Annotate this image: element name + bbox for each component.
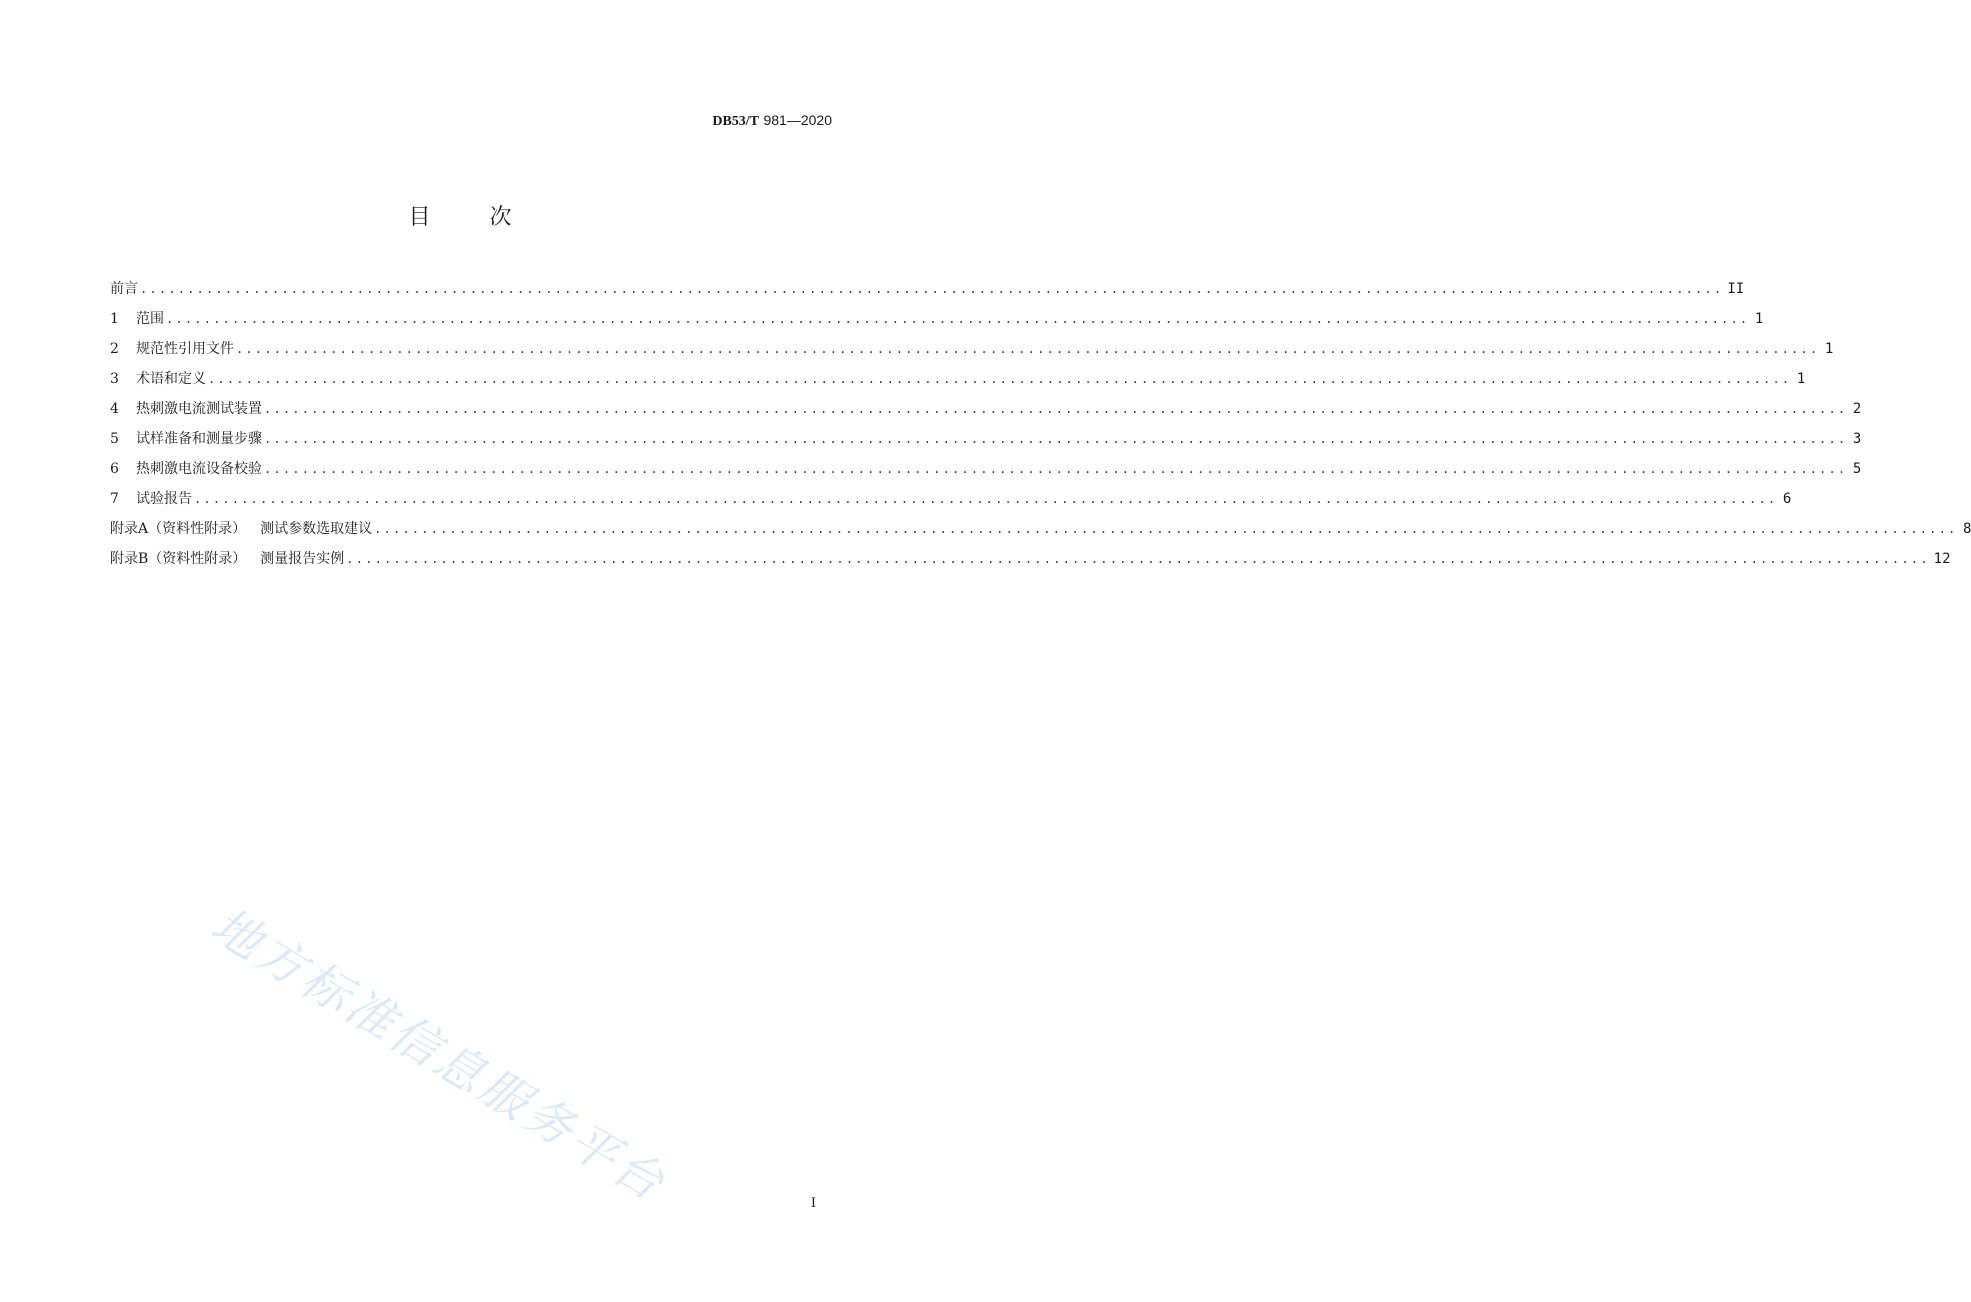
toc-entry-page: II (1727, 281, 1745, 297)
page-title: 目 次 (408, 205, 538, 230)
toc-entry-number: 2 (110, 341, 119, 357)
toc-entry-page: 1 (1754, 311, 1764, 327)
toc-entry-page: 1 (1796, 371, 1806, 387)
toc-leader-dots: ........................................................................................................................................................................ (346, 552, 1930, 566)
toc-entry-1[interactable] (110, 307, 1764, 337)
toc-leader-dots: ........................................................................................................................................................................ (264, 462, 1848, 476)
toc-entry-3[interactable] (110, 367, 1806, 397)
toc-leader-dots: ........................................................................................................................................................................ (166, 312, 1750, 326)
toc-entry-number: 3 (110, 371, 119, 387)
appendix-subtitle: 测试参数选取建议 (260, 521, 373, 537)
toc-entry-label: 试验报告 (136, 491, 192, 507)
toc-entry-appendix-a[interactable] (110, 517, 1971, 547)
toc-entry-appendix-b[interactable] (110, 547, 1951, 577)
appendix-title: 附录A（资料性附录） (110, 521, 247, 537)
toc-entry-label: 热刺激电流设备校验 (136, 461, 262, 477)
toc-entry-6[interactable] (110, 457, 1862, 487)
toc-leader-dots: ........................................................................................................................................................................ (208, 372, 1792, 386)
standard-code (712, 112, 832, 130)
toc-entry-page: 1 (1824, 341, 1834, 357)
standard-code-number: 981—2020 (763, 112, 832, 128)
toc-entry-page: 8 (1963, 521, 1971, 537)
toc-entry-page: 6 (1782, 491, 1792, 507)
toc-entry-5[interactable] (110, 427, 1862, 457)
toc-leader-dots: ........................................................................................................................................................................ (140, 282, 1724, 296)
toc-entry-7[interactable] (110, 487, 1792, 517)
toc-entry-label: 热刺激电流测试装置 (136, 401, 262, 417)
toc-entry-number: 6 (110, 461, 119, 477)
toc-entry-label: 试样准备和测量步骤 (136, 431, 262, 447)
toc-leader-dots: ........................................................................................................................................................................ (264, 432, 1848, 446)
toc-entry-page: 2 (1852, 401, 1862, 417)
toc-entry-number: 1 (110, 311, 119, 327)
watermark-text: 地方标准信息服务平台 (201, 897, 677, 1214)
toc-entry-label: 前言 (110, 281, 138, 297)
toc-entry-2[interactable] (110, 337, 1834, 367)
toc-entry-label: 范围 (136, 311, 164, 327)
toc-entry-number: 5 (110, 431, 119, 447)
toc-entry-page: 3 (1852, 431, 1862, 447)
toc-leader-dots: ........................................................................................................................................................................ (236, 342, 1820, 356)
toc-entry-page: 5 (1852, 461, 1862, 477)
table-of-contents (110, 277, 1971, 577)
toc-entry-number: 7 (110, 491, 119, 507)
appendix-subtitle: 测量报告实例 (260, 551, 345, 567)
toc-leader-dots: ........................................................................................................................................................................ (374, 522, 1958, 536)
toc-entry-page: 12 (1933, 551, 1951, 567)
toc-entry-label (110, 547, 344, 571)
toc-leader-dots: ........................................................................................................................................................................ (264, 402, 1848, 416)
toc-entry-label: 规范性引用文件 (136, 341, 234, 357)
toc-entry-label (110, 517, 372, 541)
toc-entry-label: 术语和定义 (136, 371, 206, 387)
toc-leader-dots: ........................................................................................................................................................................ (194, 492, 1778, 506)
appendix-title: 附录B（资料性附录） (110, 551, 247, 567)
toc-entry-4[interactable] (110, 397, 1862, 427)
standard-code-prefix: DB53/T (712, 114, 760, 129)
page-number: I (810, 1196, 816, 1211)
toc-entry-number: 4 (110, 401, 119, 417)
toc-entry-foreword[interactable] (110, 277, 1745, 307)
